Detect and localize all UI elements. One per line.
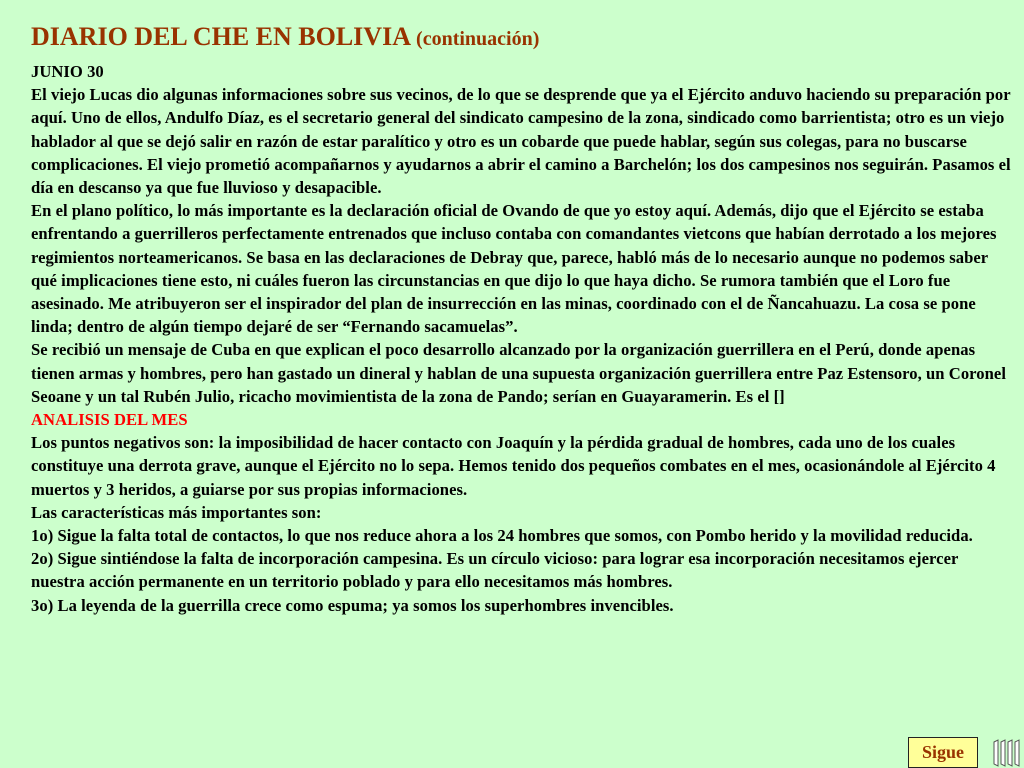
- paragraph: Los puntos negativos son: la imposibilidad de hacer contacto con Joaquín y la pérdida gradual de hombres, cada uno de los cuales constituye una derrota grave, aunque el Ejército no lo sepa. Hemos tenido dos pequeños combates en el mes, ocasionándole al Ejército 4 muertos y 3 heridos, a guiarse por sus propias informaciones.: [31, 433, 996, 499]
- section-heading: ANALISIS DEL MES: [31, 410, 188, 430]
- paragraph: 1o) Sigue la falta total de contactos, lo que nos reduce ahora a los 24 hombres que somos, con Pombo herido y la movilidad reducida.: [31, 526, 973, 546]
- paragraph: El viejo Lucas dio algunas informaciones sobre sus vecinos, de lo que se desprende que ya el Ejército anduvo haciendo su preparación por aquí. Uno de ellos, Andulfo Díaz, es el secretario general del sindicato campesino de la zona, sindicado como barrientista; otro es un viejo hablador al que se dejó salir en razón de estar paralítico y otro es un cobarde que puede hablar, según sus colegas, para no buscarse complicaciones. El viejo prometió acompañarnos y ayudarnos a abrir el camino a Barchelón; los dos campesinos nos seguirán. Pasamos el día en descanso ya que fue lluvioso y desapacible.: [31, 85, 1011, 198]
- slide-content: [31, 20, 1011, 617]
- paragraph: 3o) La leyenda de la guerrilla crece como espuma; ya somos los superhombres invencibles.: [31, 595, 674, 615]
- paragraph: Se recibió un mensaje de Cuba en que explican el poco desarrollo alcanzado por la organización guerrillera en el Perú, donde apenas tienen armas y hombres, pero han gastado un dineral y hablan de una supuesta organización guerrillera entre Paz Estensoro, un Coronel Seoane y un tal Rubén Julio, ricacho movimientista de la zona de Pando; serían en Guayaramerin. Es el []: [31, 340, 1006, 406]
- next-button[interactable]: Sigue: [908, 737, 978, 768]
- page-title-main: DIARIO DEL CHE EN BOLIVIA: [31, 22, 410, 51]
- page-subtitle: (continuación): [416, 28, 540, 50]
- page-title: [31, 20, 1011, 56]
- columns-logo-icon: [992, 738, 1024, 768]
- diary-body: [31, 60, 1011, 617]
- paragraph: JUNIO 30: [31, 62, 104, 81]
- paragraph: En el plano político, lo más importante es la declaración oficial de Ovando de que yo estoy aquí. Además, dijo que el Ejército se estaba enfrentando a guerrilleros perfectamente entrenados que incluso contaba con comandantes vietcons que habían derrotado a los mejores regimientos norteamericanos. Se basa en las declaraciones de Debray que, parece, habló más de lo necesario aunque no podemos saber qué implicaciones tiene esto, ni cuáles fueron las circunstancias en que dijo lo que haya dicho. Se rumora también que el Loro fue asesinado. Me atribuyeron ser el inspirador del plan de insurrección en las minas, coordinado con el de Ñancahuazu. La cosa se pone linda; dentro de algún tiempo dejaré de ser “Fernando sacamuelas”.: [31, 201, 997, 337]
- paragraph: 2o) Sigue sintiéndose la falta de incorporación campesina. Es un círculo vicioso: para lograr esa incorporación necesitamos ejercer nuestra acción permanente en un territorio poblado y para ello necesitamos más hombres.: [31, 549, 959, 592]
- paragraph: Las características más importantes son:: [31, 502, 322, 522]
